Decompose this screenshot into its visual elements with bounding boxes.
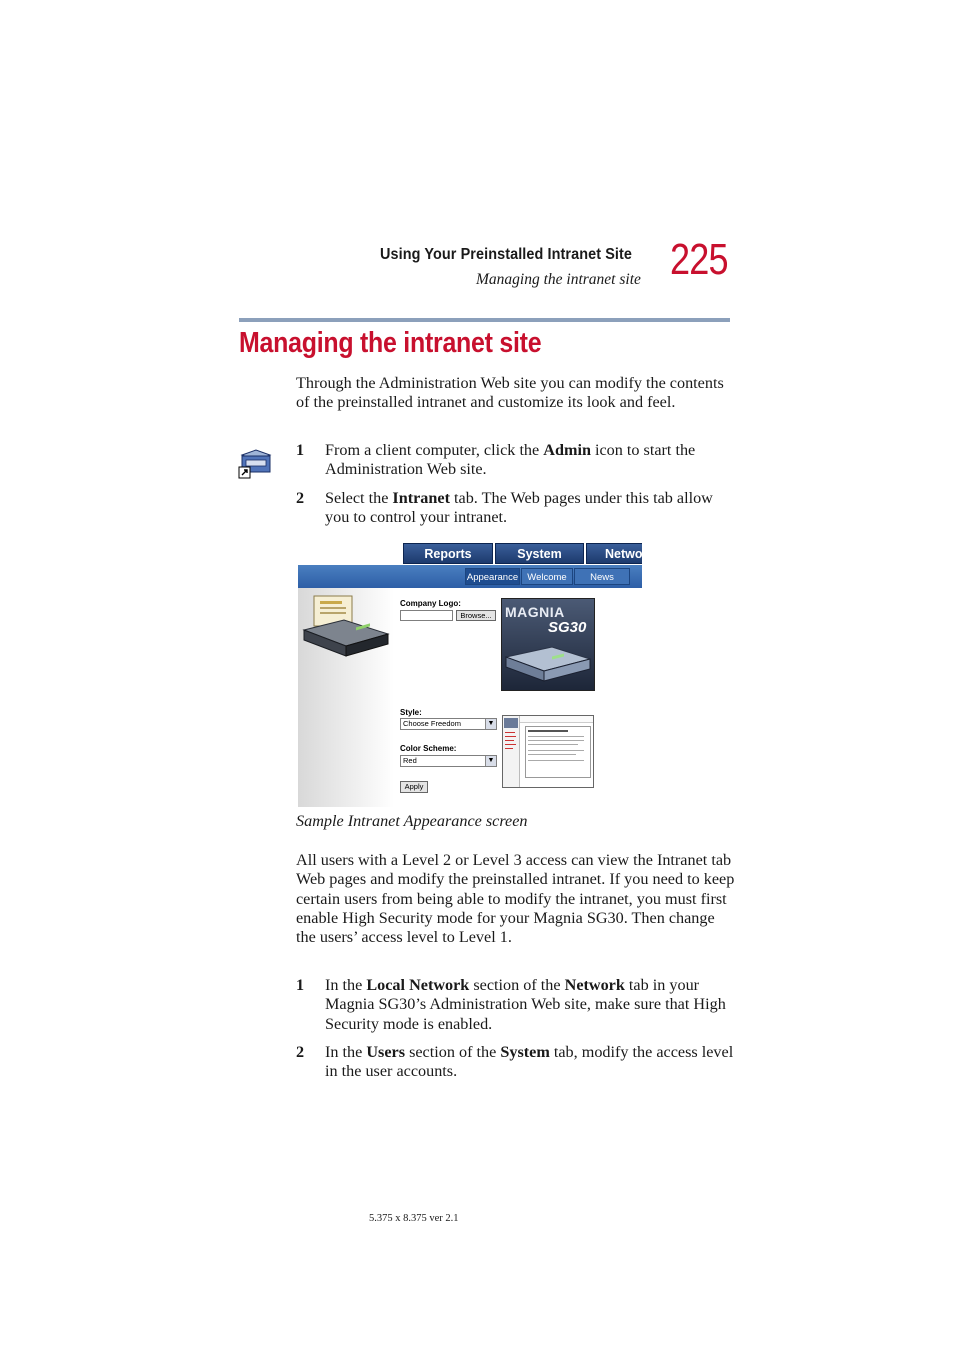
section-rule — [239, 318, 730, 322]
access-level-paragraph: All users with a Level 2 or Level 3 access can view the Intranet tab Web pages and modify the preinstalled intranet. If you need to keep certain users from being able to modify the intranet, you must first enable High Security mode for your Magnia SG30. Then change the users’ access level to Level 1. — [296, 851, 735, 947]
device-illustration-icon — [502, 639, 594, 689]
step-number: 1 — [296, 976, 305, 994]
style-label: Style: — [400, 708, 422, 717]
tab-network[interactable]: Netwo — [586, 543, 642, 564]
company-logo-label: Company Logo: — [400, 599, 461, 608]
subtab-news[interactable]: News — [574, 568, 630, 585]
color-scheme-select-value: Red — [403, 756, 417, 765]
subtab-bar — [298, 565, 642, 588]
company-logo-input[interactable] — [400, 610, 453, 621]
intranet-appearance-screenshot — [298, 541, 642, 807]
browse-button[interactable]: Browse... — [456, 610, 496, 621]
step-number: 2 — [296, 1043, 305, 1061]
style-preview-thumbnail — [502, 715, 594, 788]
apply-button[interactable]: Apply — [400, 781, 428, 793]
step-number: 2 — [296, 489, 305, 507]
intro-paragraph: Through the Administration Web site you can modify the contents of the preinstalled intranet and customize its look and feel. — [296, 374, 724, 412]
color-scheme-label: Color Scheme: — [400, 744, 457, 753]
magnia-logo-preview — [501, 598, 595, 691]
figure-caption: Sample Intranet Appearance screen — [296, 812, 528, 830]
style-select[interactable] — [400, 718, 497, 730]
page-footer: 5.375 x 8.375 ver 2.1 — [369, 1213, 459, 1224]
main-tab-bar — [298, 541, 642, 565]
admin-icon — [238, 447, 274, 479]
page-number: 225 — [670, 235, 728, 284]
step-number: 1 — [296, 441, 305, 459]
logo-model: SG30 — [548, 619, 587, 636]
chevron-down-icon: ▼ — [485, 719, 496, 729]
color-scheme-select[interactable] — [400, 755, 497, 767]
tab-system[interactable]: System — [495, 543, 584, 564]
running-subtitle: Managing the intranet site — [476, 271, 641, 288]
subtab-appearance[interactable]: Appearance — [465, 568, 520, 585]
chevron-down-icon: ▼ — [485, 756, 496, 766]
running-title: Using Your Preinstalled Intranet Site — [380, 246, 633, 263]
logo-brand: MAGNIA — [505, 604, 565, 620]
subtab-welcome[interactable]: Welcome — [521, 568, 573, 585]
style-select-value: Choose Freedom — [403, 719, 461, 728]
left-panel — [298, 588, 394, 807]
tab-reports[interactable]: Reports — [403, 543, 493, 564]
section-title: Managing the intranet site — [239, 327, 542, 359]
server-illustration-icon — [298, 588, 394, 668]
